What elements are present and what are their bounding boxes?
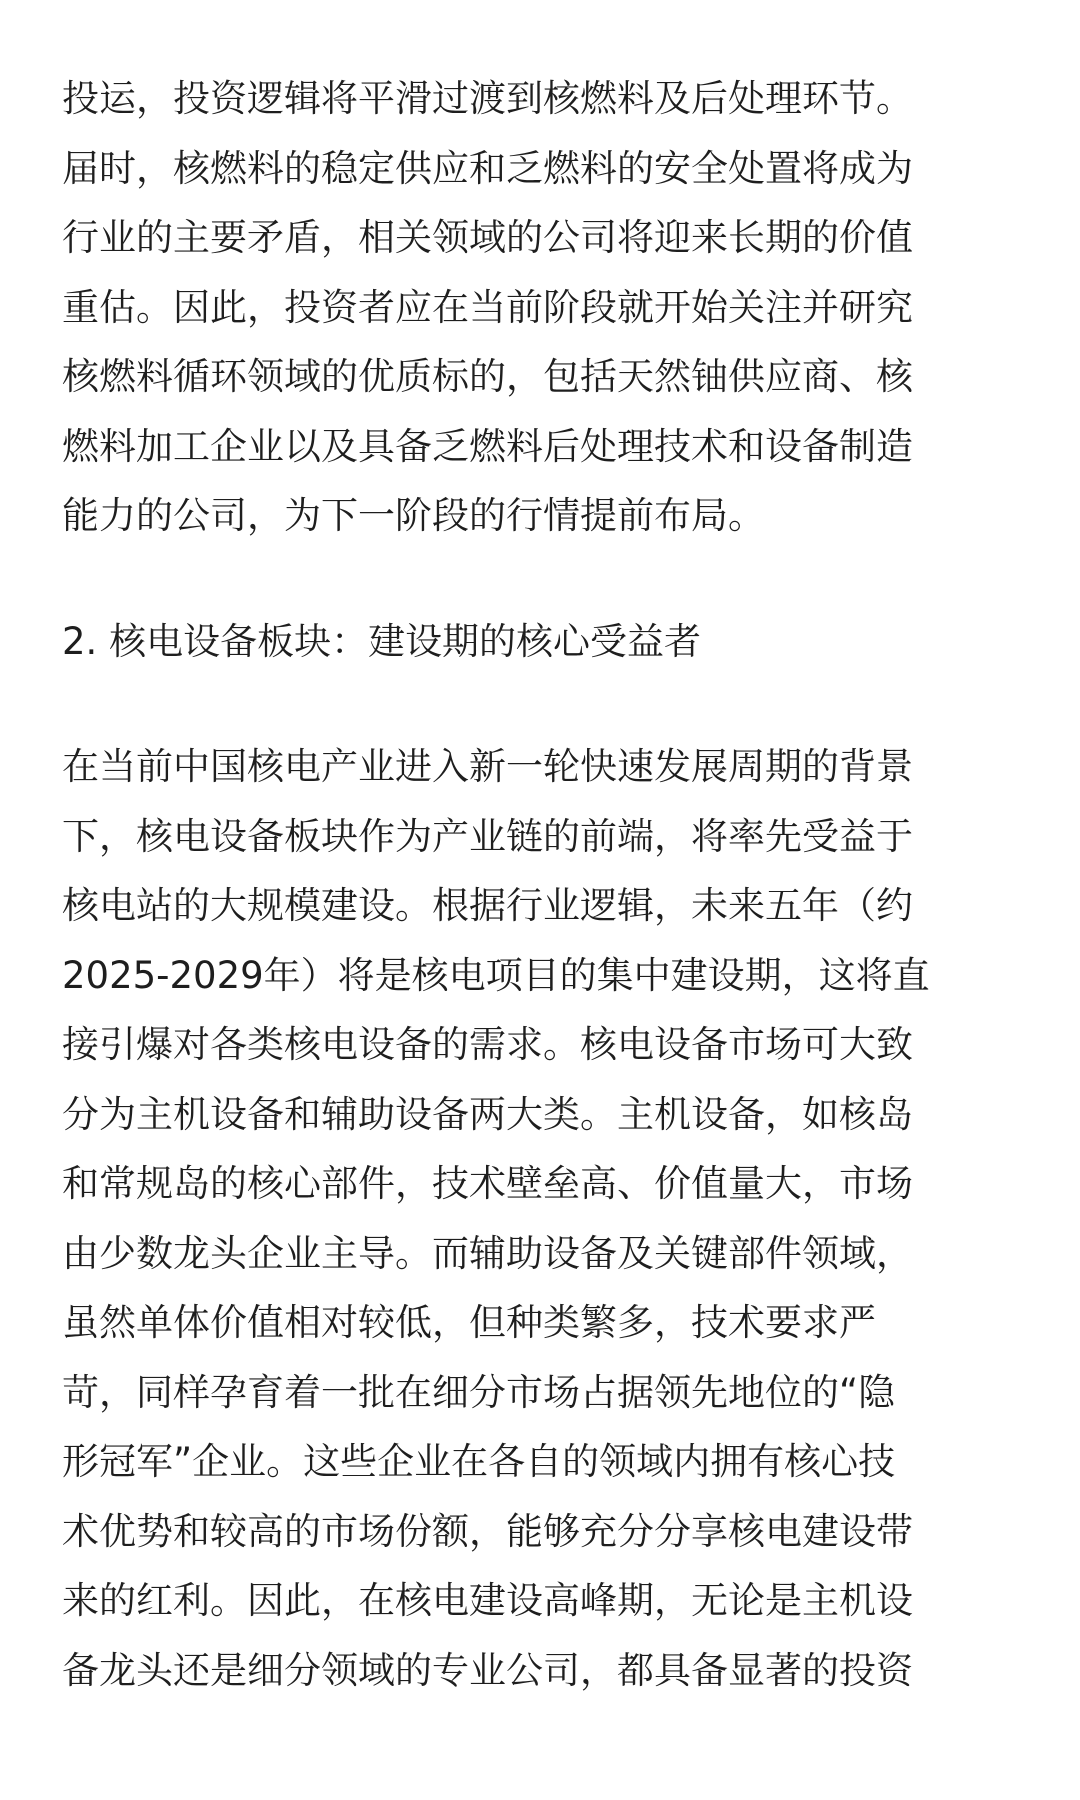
paragraph-line: 苛，同样孕育着一批在细分市场占据领先地位的“隐 <box>62 1370 896 1414</box>
paragraph-line: 和常规岛的核心部件，技术壁垒高、价值量大，市场 <box>62 1162 913 1205</box>
paragraph-line: 下，核电设备板块作为产业链的前端，将率先受益于 <box>62 814 913 858</box>
paragraph-line: 术优势和较高的市场份额，能够充分分享核电建设带 <box>62 1509 913 1553</box>
paragraph-line: 核燃料循环领域的优质标的，包括天然铀供应商、核 <box>62 355 913 398</box>
paragraph-line: 2025-2029年）将是核电项目的集中建设期，这将直 <box>62 953 930 997</box>
paragraph-line: 燃料加工企业以及具备乏燃料后处理技术和设备制造 <box>62 424 913 468</box>
paragraph-line: 形冠军”企业。这些企业在各自的领域内拥有核心技 <box>62 1440 896 1483</box>
paragraph-line: 接引爆对各类核电设备的需求。核电设备市场可大致 <box>62 1023 913 1066</box>
paragraph-line: 能力的公司，为下一阶段的行情提前布局。 <box>62 494 765 537</box>
paragraph-line: 届时，核燃料的稳定供应和乏燃料的安全处置将成为 <box>62 146 913 190</box>
paragraph-1 <box>62 64 1022 551</box>
paragraph-line: 分为主机设备和辅助设备两大类。主机设备，如核岛 <box>62 1092 913 1136</box>
paragraph-line: 核电站的大规模建设。根据行业逻辑，未来五年（约 <box>62 884 913 927</box>
paragraph-line: 投运，投资逻辑将平滑过渡到核燃料及后处理环节。 <box>62 77 913 120</box>
section-heading: 2. 核电设备板块：建设期的核心受益者 <box>62 619 702 663</box>
paragraph-line: 由少数龙头企业主导。而辅助设备及关键部件领域， <box>62 1231 913 1275</box>
paragraph-2 <box>62 732 1022 1705</box>
paragraph-line: 虽然单体价值相对较低，但种类繁多，技术要求严 <box>62 1301 876 1344</box>
article-body <box>62 64 1022 1705</box>
paragraph-line: 来的红利。因此，在核电建设高峰期，无论是主机设 <box>62 1579 913 1622</box>
paragraph-line: 在当前中国核电产业进入新一轮快速发展周期的背景 <box>62 745 913 788</box>
paragraph-line: 备龙头还是细分领域的专业公司，都具备显著的投资 <box>62 1648 913 1692</box>
paragraph-line: 行业的主要矛盾，相关领域的公司将迎来长期的价值 <box>62 216 913 259</box>
paragraph-line: 重估。因此，投资者应在当前阶段就开始关注并研究 <box>62 285 913 329</box>
